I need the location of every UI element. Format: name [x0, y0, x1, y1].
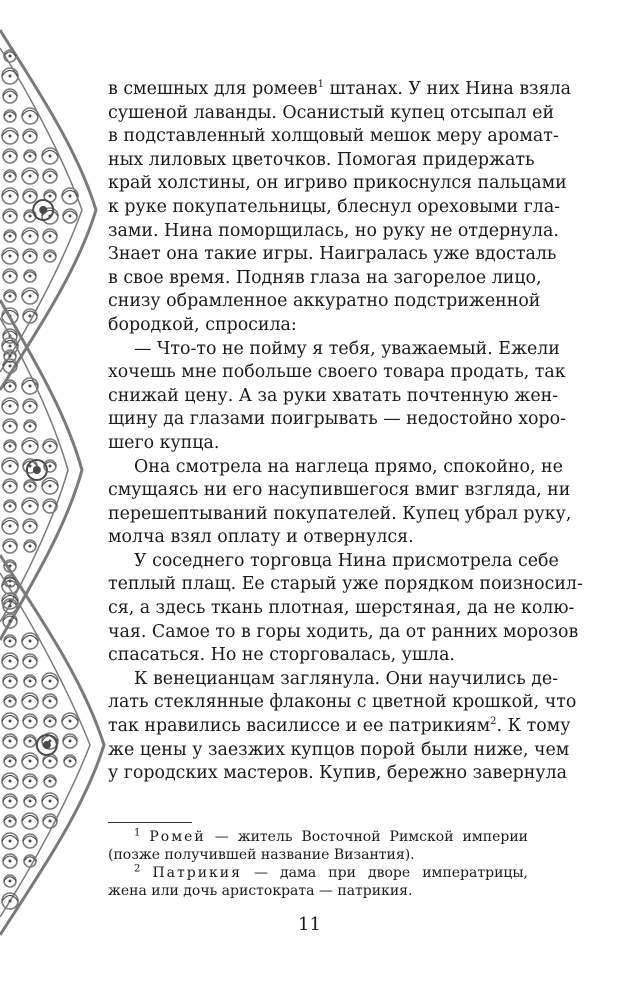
body-line: шего купца. — [108, 432, 220, 453]
footnote-separator — [108, 822, 192, 823]
footnote-reference: 1 — [317, 79, 324, 91]
body-line: К венецианцам заглянула. Они научились де- — [134, 668, 559, 689]
body-line: сушеной лаванды. Осанистый купец отсыпал ей — [108, 102, 555, 123]
body-line-text: в смешных для ромеев — [108, 79, 318, 99]
footnote-2 — [108, 864, 528, 900]
body-line-text: так нравились василиссе и ее патрикиям — [108, 716, 491, 737]
body-line: У соседнего торговца Нина присмотрела себе — [134, 550, 559, 571]
footnote-definition: — дама при дворе императрицы, — [241, 865, 528, 881]
body-line: Знает она такие игры. Наигралась уже вдосталь — [108, 244, 557, 265]
body-line: ных лиловых цветочков. Помогая придержать — [108, 149, 535, 170]
page-number: 11 — [298, 914, 321, 935]
footnote-term: Ромей — [149, 829, 206, 845]
footnotes — [108, 828, 528, 900]
body-line: же цены у заезжих купцов порой были ниже, чем — [108, 739, 570, 760]
decorative-ornament-border — [0, 0, 120, 1000]
body-line: чая. Самое то в горы ходить, да от ранних морозов — [108, 621, 579, 642]
body-line: хочешь мне побольше своего товара продать, так — [108, 362, 566, 383]
body-line: теплый плащ. Ее старый уже порядком поизносил- — [108, 574, 583, 595]
body-line: у городских мастеров. Купив, бережно завернула — [108, 763, 567, 784]
body-line: перешептываний покупателей. Купец убрал руку, — [108, 503, 572, 524]
body-line: бородкой, спросила: — [108, 314, 297, 335]
body-line-text: . К тому — [496, 716, 571, 737]
footnote-marker: 1 — [134, 827, 141, 839]
page-body — [108, 78, 583, 786]
body-line: в свое время. Подняв глаза на загорелое лицо, — [108, 267, 542, 288]
body-text — [108, 78, 583, 786]
footnote-definition: — житель Восточной Римской империи — [205, 829, 528, 845]
footnote-definition-cont: жена или дочь аристократа — патрикия. — [108, 883, 413, 899]
footnote-reference: 2 — [490, 716, 497, 728]
body-line-text: штанах. У них Нина взяла — [323, 79, 571, 99]
body-line: зами. Нина поморщилась, но руку не отдернула. — [108, 220, 559, 241]
body-line: молча взял оплату и отвернулся. — [108, 527, 414, 548]
body-line: снижай цену. А за руки хватать почтенную жен- — [108, 385, 559, 406]
footnote-marker: 2 — [134, 863, 141, 875]
body-line: к руке покупательницы, блеснул ореховыми гла- — [108, 196, 561, 217]
body-line — [108, 715, 571, 739]
body-line: спасаться. Но не сторговалась, ушла. — [108, 645, 455, 666]
body-line: ся, а здесь ткань плотная, шерстяная, да не колю- — [108, 598, 575, 619]
body-line — [108, 78, 571, 102]
body-line: край холстины, он игриво прикоснулся пальцами — [108, 173, 567, 194]
footnote-definition-cont: (позже получившей название Византия). — [108, 847, 415, 863]
body-line: в подставленный холщовый мешок меру аромат- — [108, 126, 559, 147]
body-line: — Что-то не пойму я тебя, уважаемый. Ежели — [134, 338, 560, 359]
footnote-1 — [108, 828, 528, 864]
body-line: смущаясь ни его насупившегося вмиг взгляда, ни — [108, 480, 571, 501]
body-line: щину да глазами поигрывать — недостойно хоро- — [108, 409, 566, 430]
body-line: снизу обрамленное аккуратно подстриженной — [108, 291, 541, 312]
body-line: лать стеклянные флаконы с цветной крошкой, что — [108, 692, 577, 713]
body-line: Она смотрела на наглеца прямо, спокойно, не — [134, 456, 563, 477]
footnote-term: Патрикия — [152, 865, 242, 881]
